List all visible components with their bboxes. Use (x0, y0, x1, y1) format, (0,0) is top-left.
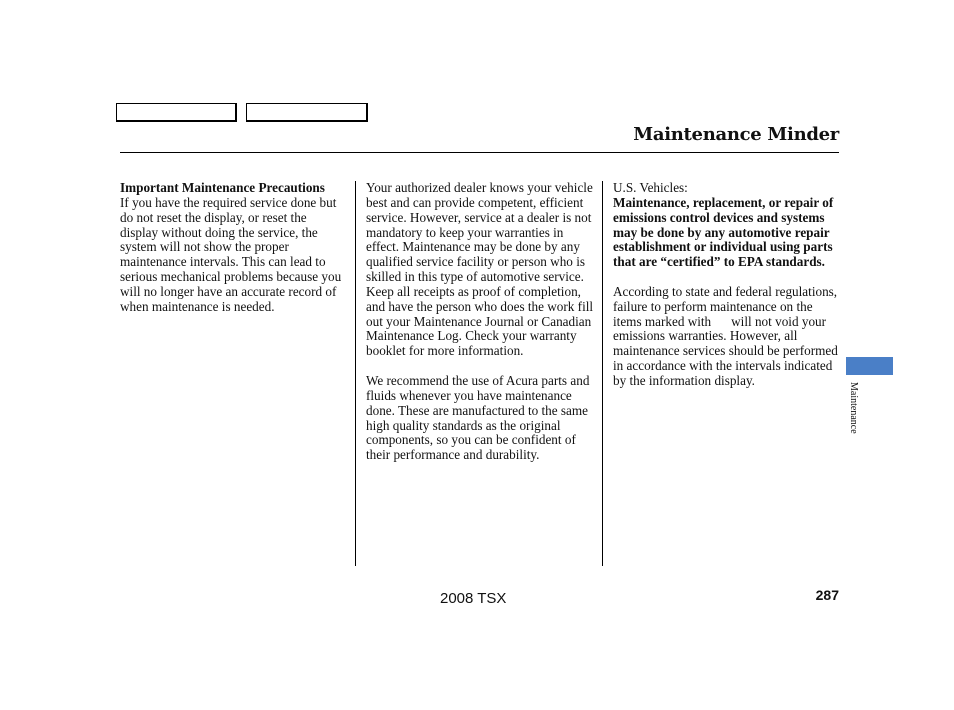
column-divider-2 (602, 181, 603, 566)
column-2 (366, 181, 596, 478)
page-number: 287 (815, 587, 839, 603)
section-tab[interactable] (846, 357, 893, 375)
dealer-paragraph: Your authorized dealer knows your vehicle best and can provide competent, efficient service. However, service at a dealer is not mandatory to keep your warranties in effect. Maintenance may be done by any qualified service facility or person who is skilled in this type of automotive service. Keep all receipts as proof of completion, and have the person who does the work fill out your Maintenance Journal or Canadian Maintenance Log. Check your warranty booklet for more information. (366, 180, 594, 359)
us-vehicles-label: U.S. Vehicles: (613, 180, 688, 195)
precautions-paragraph: If you have the required service done but do not reset the display, or reset the display without doing the service, the system will not show the proper maintenance intervals. This can lead to serious mechanical problems because you will no longer have an accurate record of when maintenance is needed. (120, 194, 342, 314)
acura-parts-paragraph: We recommend the use of Acura parts and fluids whenever you have maintenance done. These are manufactured to the same high quality standards as the original components, so you can be confident of their performance and durability. (366, 372, 590, 463)
column-3 (613, 181, 839, 404)
column-divider-1 (355, 181, 356, 566)
column-1 (120, 181, 348, 329)
precautions-heading: Important Maintenance Precautions (120, 180, 325, 195)
emissions-bold-paragraph: Maintenance, replacement, or repair of emissions control devices and systems may be done by any automotive repair establishment or individual using parts that are “certified” to EPA standards. (613, 194, 834, 270)
footer-model: 2008 TSX (440, 590, 507, 607)
regulations-text-part2: will not void your emissions warranties. However, all maintenance services should be performed in accordance with the intervals indicated by the information display. (613, 313, 838, 388)
title-divider (120, 152, 839, 153)
nav-button-2[interactable] (246, 103, 368, 122)
page-title: Maintenance Minder (633, 124, 839, 145)
regulations-text-part1: According to state and federal regulations, failure to perform maintenance on the items marked with (613, 283, 838, 329)
nav-button-1[interactable] (116, 103, 237, 122)
regulations-paragraph (613, 285, 839, 389)
section-tab-label: Maintenance (848, 382, 859, 434)
